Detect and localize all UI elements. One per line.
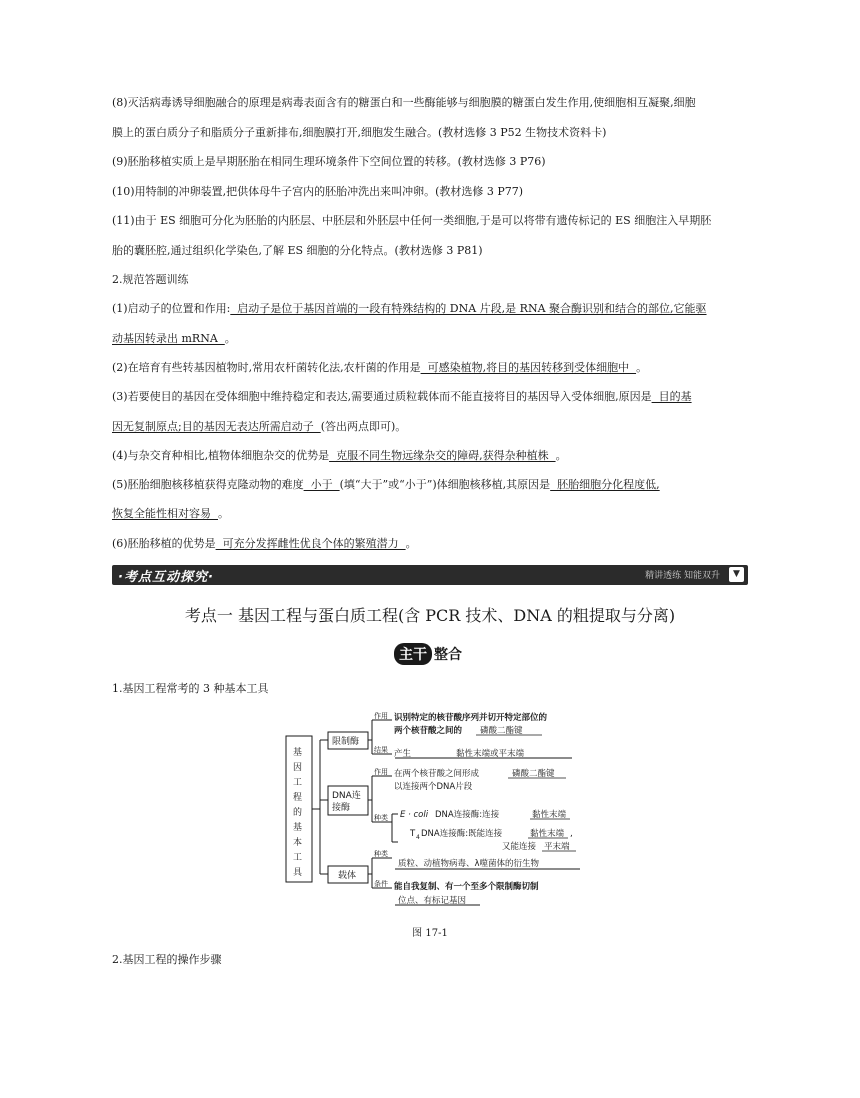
question-4: [112, 442, 748, 470]
svg-text:基: 基: [293, 748, 303, 758]
question-6-answer: 可充分发挥雌性优良个体的繁殖潜力: [215, 537, 406, 550]
question-3-answer-part1: 目的基: [651, 390, 692, 403]
ligase-function-answer: 磷酸二酯键: [512, 769, 555, 779]
restriction-result-prefix: 产生: [394, 749, 412, 759]
question-6: [112, 530, 748, 558]
question-5-answer2-part1: 胚胎细胞分化程度低,: [550, 478, 660, 491]
svg-text:本: 本: [293, 838, 303, 848]
question-2-answer: 可感染植物,将目的基因转移到受体细胞中: [420, 361, 637, 374]
paragraph-8-line1: (8)灭活病毒诱导细胞融合的原理是病毒表面含有的糖蛋白和一些酶能够与细胞膜的糖蛋白发生作用,使细胞相互凝聚,细胞: [112, 96, 696, 109]
vector-label: 载体: [338, 871, 357, 881]
question-4-end: 。: [555, 449, 567, 462]
badge-label: 整合: [434, 647, 462, 663]
banner-title: ·考点互动探究·: [118, 570, 214, 585]
tag-type-2: 种类: [374, 850, 388, 858]
tag-function-2: 作用: [374, 768, 388, 776]
paragraph-8-line2: 膜上的蛋白质分子和脂质分子重新排布,细胞膜打开,细胞发生融合。(教材选修 3 P52 生物技术资料卡): [112, 126, 607, 139]
paragraph-11-line1: (11)由于 ES 细胞可分化为胚胎的内胚层、中胚层和外胚层中任何一类细胞,于是可以将带有遗传标记的 ES 细胞注入早期胚: [112, 214, 712, 227]
section-badge: [394, 643, 462, 665]
question-2-end: 。: [636, 361, 648, 374]
subheading-steps: 2.基因工程的操作步骤: [112, 953, 222, 966]
t4-ligase-subscript: 4: [416, 834, 420, 841]
question-3-line2: [112, 413, 748, 441]
banner-slogan: 精讲透练 知能双升: [645, 571, 720, 581]
tag-function-1: 作用: [374, 712, 388, 720]
tag-result: 结果: [374, 746, 388, 754]
t4-ligase-text: DNA连接酶:既能连接: [421, 829, 503, 839]
question-5-answer: 小于: [303, 478, 340, 491]
root-label: [293, 746, 303, 878]
ecoli-ligase-text: DNA连接酶:连接: [435, 810, 500, 820]
question-1-end: 。: [224, 332, 236, 345]
restriction-result-answer: 黏性末端或平末端: [456, 749, 525, 759]
question-4-prefix: (4)与杂交育种相比,植物体细胞杂交的优势是: [112, 449, 330, 462]
restriction-function-line2: 两个核苷酸之间的: [394, 726, 463, 736]
question-2: [112, 354, 748, 382]
ligase-function-line1: 在两个核苷酸之间形成: [394, 769, 480, 779]
question-5-line1: [112, 471, 748, 499]
question-5-end: 。: [218, 507, 229, 520]
dna-ligase-label-2: 接酶: [332, 803, 351, 813]
chevron-down-icon[interactable]: ▼: [729, 567, 744, 582]
question-6-prefix: (6)胚胎移植的优势是: [112, 537, 216, 550]
question-5-mid: (填“大于”或“小于”)体细胞核移植,其原因是: [339, 478, 551, 491]
t4-ligase-comma: ,: [570, 829, 573, 839]
svg-text:的: 的: [293, 808, 303, 818]
svg-text:基: 基: [293, 823, 303, 833]
vector-types: 质粒、动植物病毒、λ噬菌体的衍生物: [398, 859, 540, 869]
paragraph-9: (9)胚胎移植实质上是早期胚胎在相同生理环境条件下空间位置的转移。(教材选修 3 P76): [112, 155, 546, 168]
gene-tools-diagram: [280, 708, 590, 912]
figure-caption: 图 17-1: [412, 928, 448, 939]
t4-ligase-line2: 又能连接: [502, 842, 537, 852]
question-3-line1: [112, 383, 748, 411]
svg-text:工: 工: [293, 853, 303, 863]
section-title: 考点一 基因工程与蛋白质工程(含 PCR 技术、DNA 的粗提取与分离): [184, 606, 676, 625]
subheading-tools: 1.基因工程常考的 3 种基本工具: [112, 682, 269, 695]
svg-text:因: 因: [293, 763, 303, 773]
paragraph-11-line2: 胎的囊胚腔,通过组织化学染色,了解 ES 细胞的分化特点。(教材选修 3 P81): [112, 244, 483, 257]
question-3-prefix: (3)若要使目的基因在受体细胞中维持稳定和表达,需要通过质粒载体而不能直接将目的基因导入受体细胞,原因是: [112, 390, 652, 403]
training-heading: 2.规范答题训练: [112, 273, 189, 286]
ecoli-ligase-answer: 黏性末端: [532, 810, 567, 820]
svg-text:程: 程: [293, 793, 303, 803]
t4-ligase-answer-2: 平末端: [544, 842, 570, 852]
question-2-prefix: (2)在培育有些转基因植物时,常用农杆菌转化法,农杆菌的作用是: [112, 361, 421, 374]
question-3-answer-part2: 因无复制原点;目的基因无表达所需启动子: [112, 420, 321, 433]
question-1-answer-part1: 启动子是位于基因首端的一段有特殊结构的 DNA 片段,是 RNA 聚合酶识别和结合的部位,它能驱: [230, 302, 707, 315]
question-1-line1: [112, 295, 748, 323]
section-banner: [112, 565, 748, 585]
ecoli-ligase-name: E · coli: [400, 810, 429, 820]
question-1-answer-part2: 动基因转录出 mRNA: [112, 332, 225, 345]
badge-dark-label: 主干: [394, 643, 432, 665]
question-5-prefix: (5)胚胎细胞核移植获得克隆动物的难度: [112, 478, 304, 491]
question-6-end: 。: [405, 537, 417, 550]
ligase-function-line2: 以连接两个DNA片段: [394, 782, 473, 792]
t4-ligase-answer-1: 黏性末端: [530, 829, 565, 839]
tag-type-1: 种类: [374, 814, 388, 822]
svg-text:工: 工: [293, 778, 303, 788]
restriction-function-line1: 识别特定的核苷酸序列并切开特定部位的: [394, 713, 548, 723]
question-5-line2: [112, 500, 748, 528]
svg-text:具: 具: [293, 868, 303, 878]
question-1-line2: [112, 325, 748, 353]
t4-ligase-name: T: [410, 829, 416, 839]
restriction-function-answer: 磷酸二酯键: [480, 726, 523, 736]
question-1-prefix: (1)启动子的位置和作用:: [112, 302, 231, 315]
vector-condition-line2: 位点、有标记基因: [398, 896, 467, 906]
question-3-end: (答出两点即可)。: [320, 420, 407, 433]
dna-ligase-label-1: DNA连: [332, 791, 361, 801]
vector-condition-line1: 能自我复制、有一个至多个限制酶切制: [394, 882, 539, 892]
restriction-enzyme-label: 限制酶: [332, 737, 360, 747]
tag-condition: 条件: [374, 880, 388, 888]
question-4-answer: 克服不同生物远缘杂交的障碍,获得杂种植株: [329, 449, 556, 462]
paragraph-10: (10)用特制的冲卵装置,把供体母牛子宫内的胚胎冲洗出来叫冲卵。(教材选修 3 P77): [112, 185, 524, 198]
question-5-answer2-part2: 恢复全能性相对容易: [112, 507, 218, 520]
